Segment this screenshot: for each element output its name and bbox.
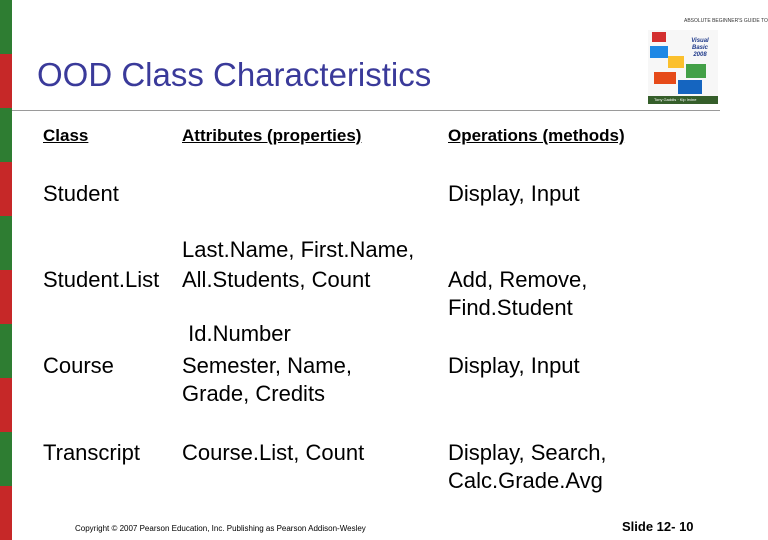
lego-block	[654, 72, 676, 84]
operation-line: Calc.Grade.Avg	[448, 468, 603, 493]
operation-line: Find.Student	[448, 295, 573, 320]
cover-bottom-text: Tony Gaddis · Kip Irvine	[654, 97, 697, 102]
stripe-segment	[0, 378, 12, 432]
lego-block	[668, 56, 684, 68]
row-transcript-class: Transcript	[43, 440, 140, 465]
stripe-segment	[0, 216, 12, 270]
row-course-class: Course	[43, 353, 114, 378]
stripe-segment	[0, 486, 12, 540]
stripe-segment	[0, 108, 12, 162]
row-transcript-operations	[448, 439, 607, 495]
book-cover-image	[648, 16, 768, 104]
attribute-line: Semester, Name,	[182, 353, 352, 378]
row-course-operations: Display, Input	[448, 353, 580, 378]
title-divider	[12, 110, 720, 111]
header-class: Class	[43, 126, 89, 145]
row-student-operations: Display, Input	[448, 181, 580, 206]
copyright-footer: Copyright © 2007 Pearson Education, Inc. Publishing as Pearson Addison-Wesley	[75, 524, 366, 533]
cover-top-text: ABSOLUTE BEGINNER'S GUIDE TO	[684, 18, 768, 24]
stripe-segment	[0, 162, 12, 216]
stripe-segment	[0, 270, 12, 324]
lego-block	[678, 80, 702, 94]
row-transcript-attributes: Course.List, Count	[182, 440, 365, 465]
lego-block	[652, 32, 666, 42]
operation-line: Display, Search,	[448, 440, 607, 465]
row-studentlist-operations	[448, 266, 587, 322]
row-studentlist-attributes: All.Students, Count	[182, 267, 371, 292]
attribute-line: Last.Name, First.Name,	[182, 237, 415, 262]
header-operations: Operations (methods)	[448, 126, 625, 145]
header-attributes: Attributes (properties)	[182, 126, 362, 145]
lego-block	[686, 64, 706, 78]
row-course-attributes	[182, 352, 352, 408]
row-studentlist-class: Student.List	[43, 267, 160, 292]
left-color-stripe	[0, 0, 12, 540]
cover-title	[684, 38, 716, 59]
stripe-segment	[0, 432, 12, 486]
slide-title: OOD Class Characteristics	[37, 56, 432, 93]
cover-title-line2: 2008	[693, 52, 707, 58]
stripe-segment	[0, 324, 12, 378]
attribute-line: Id.Number	[182, 321, 291, 346]
operation-line: Add, Remove,	[448, 267, 588, 292]
cover-title-line1: Visual Basic	[691, 38, 709, 51]
stripe-segment	[0, 54, 12, 108]
lego-block	[650, 46, 668, 58]
attribute-line: Grade, Credits	[182, 381, 326, 406]
slide-number: Slide 12- 10	[622, 519, 694, 534]
stripe-segment	[0, 0, 12, 54]
row-student-class: Student	[43, 181, 119, 206]
